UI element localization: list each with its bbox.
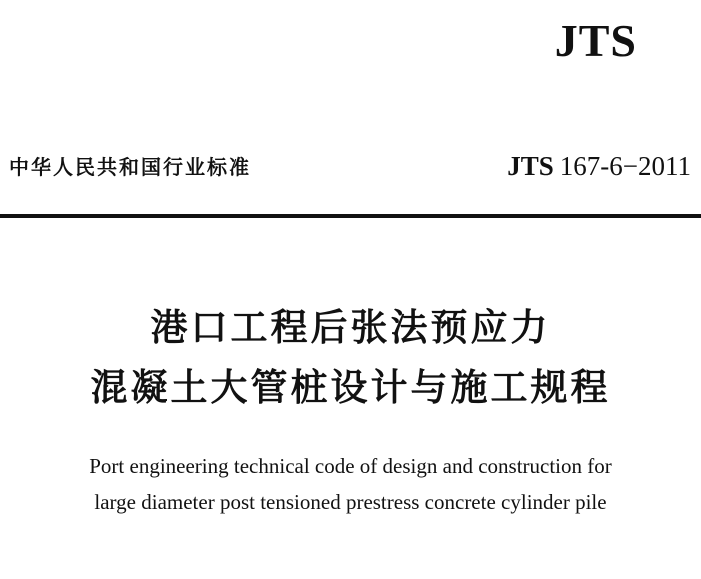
english-title-line-1: Port engineering technical code of design and construction for	[89, 454, 612, 478]
english-title-line-2: large diameter post tensioned prestress concrete cylinder pile	[94, 490, 607, 514]
standard-code	[507, 153, 691, 180]
jts-logo: JTS	[554, 15, 637, 66]
chinese-title-line-2: 混凝土大管桩设计与施工规程	[90, 366, 611, 409]
industry-standard-label: 中华人民共和国行业标准	[9, 155, 251, 179]
chinese-title-line-1: 港口工程后张法预应力	[150, 306, 551, 349]
header-divider	[0, 214, 701, 218]
standard-code-number: 167-6−2011	[559, 151, 691, 181]
standard-code-prefix: JTS	[507, 151, 554, 181]
